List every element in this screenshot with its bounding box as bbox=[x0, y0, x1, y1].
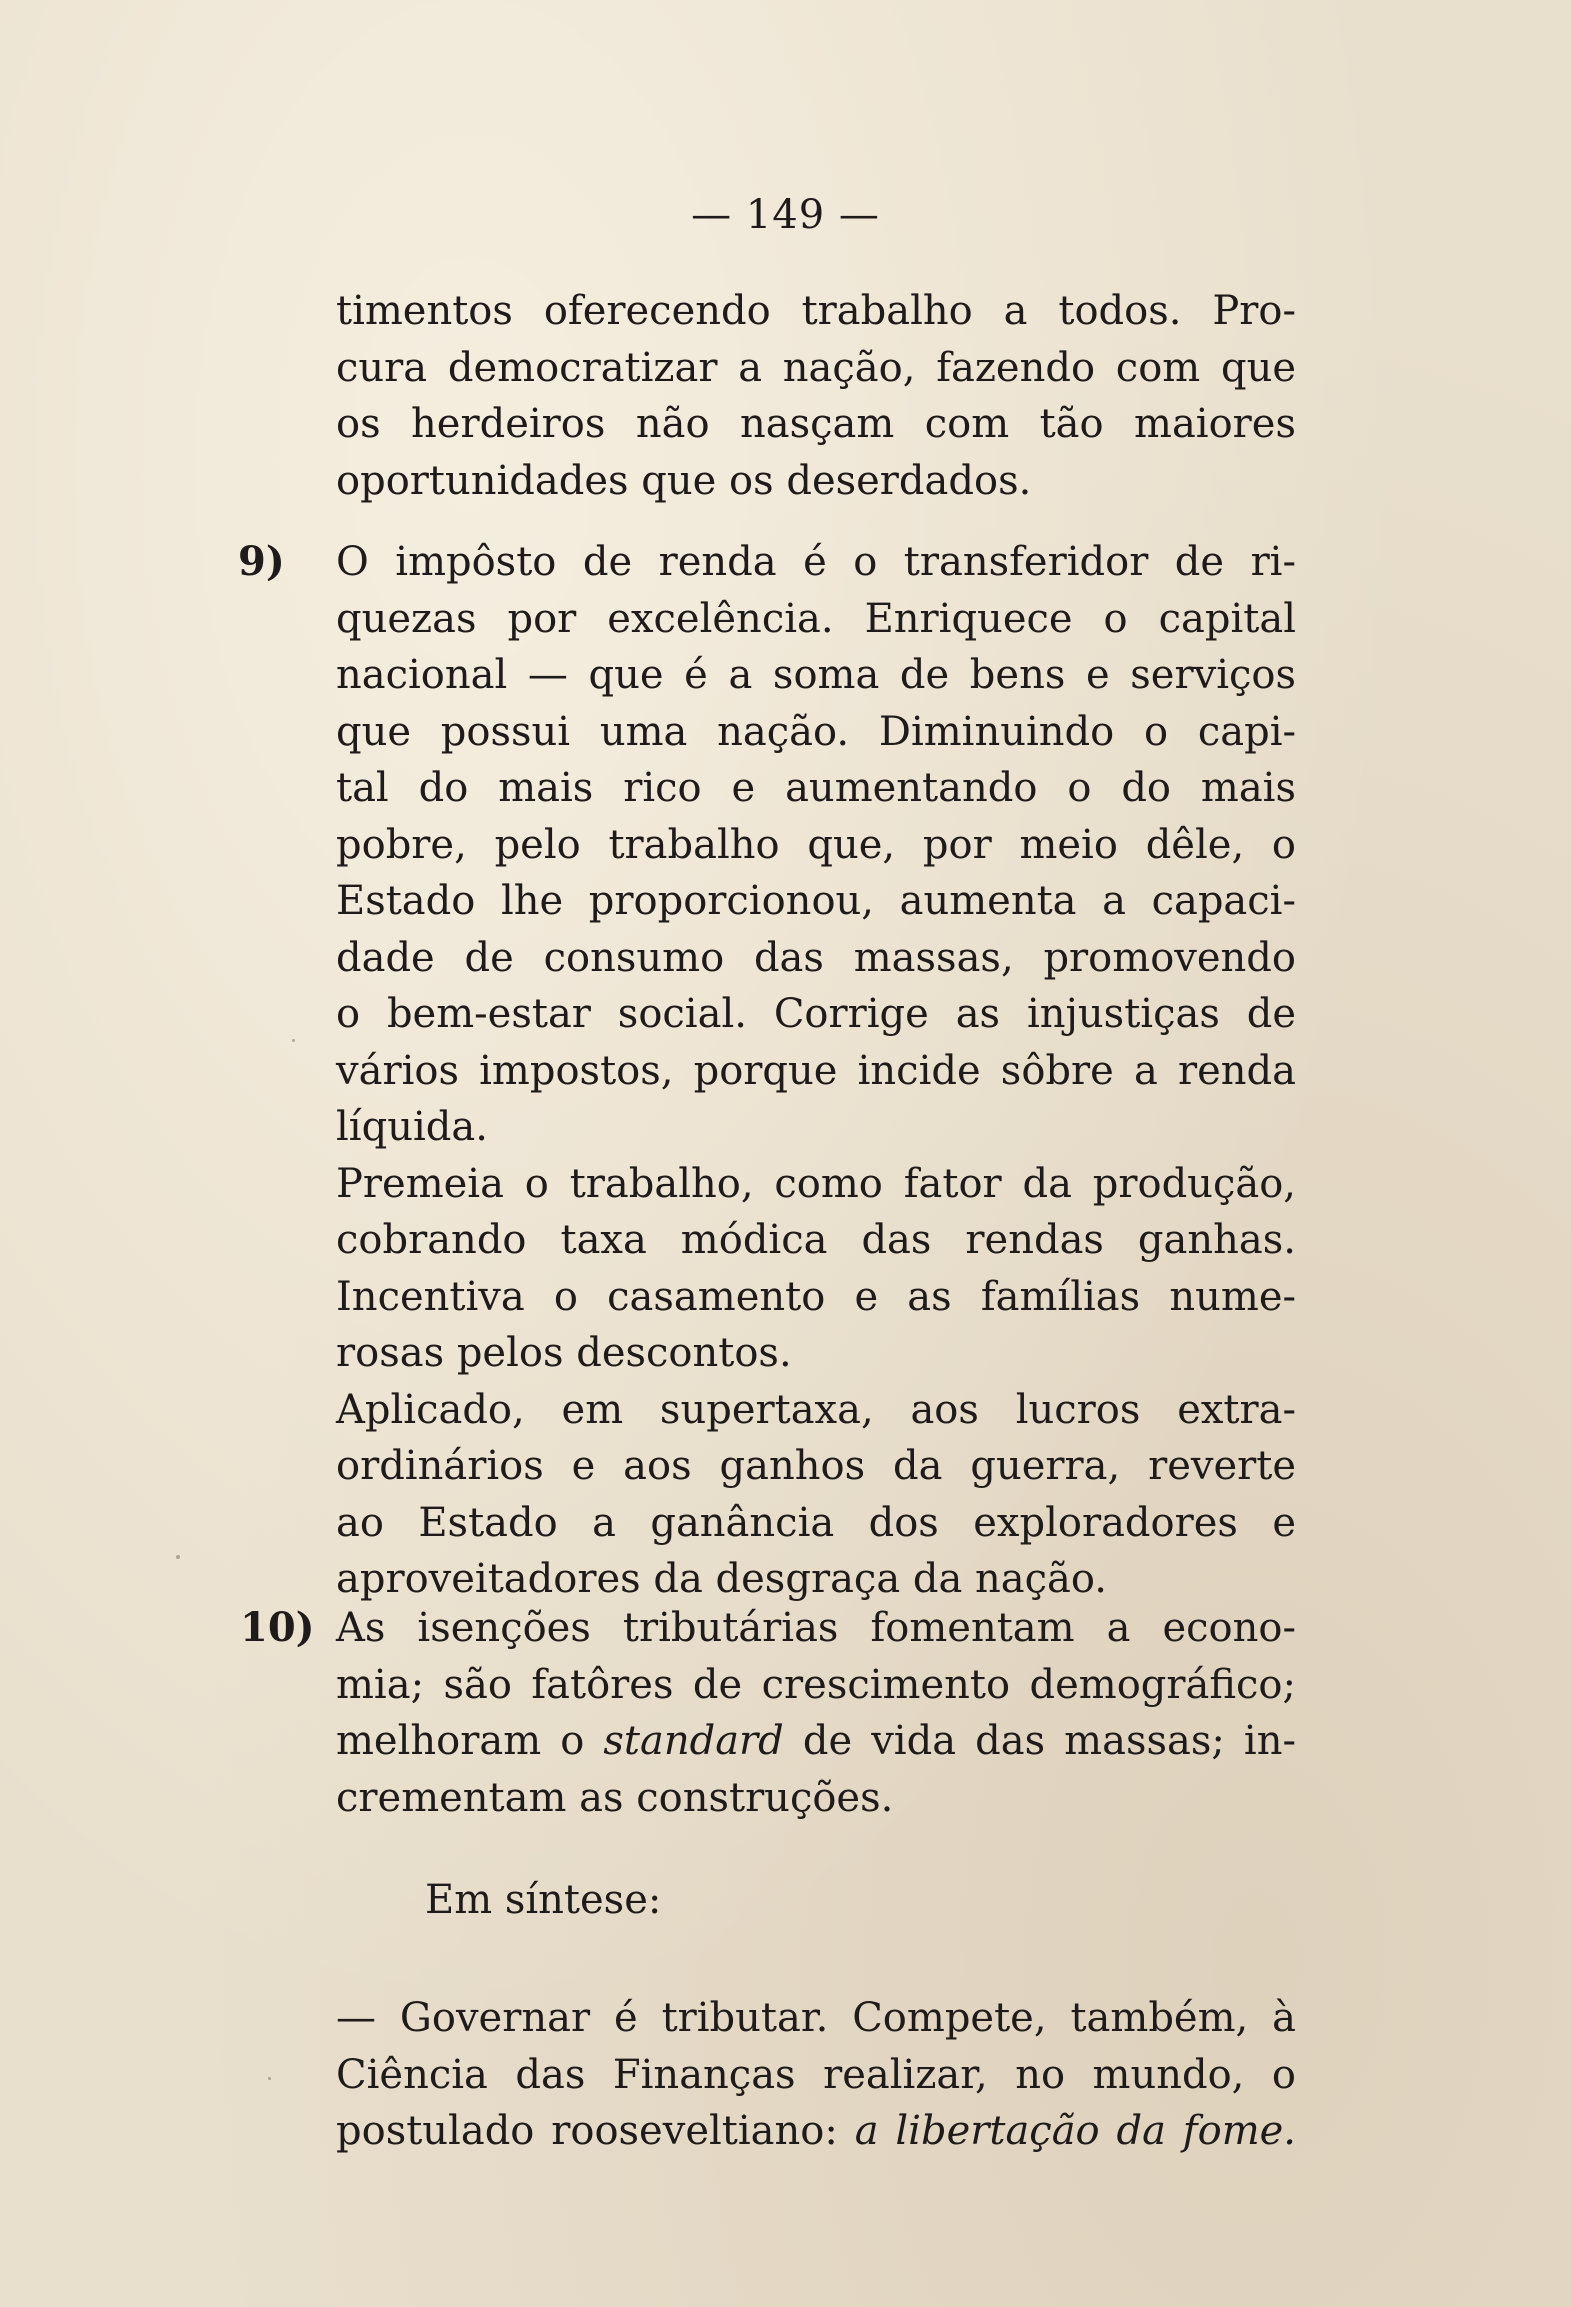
text-line: timentos oferecendo trabalho a todos. Pro- bbox=[336, 288, 1296, 334]
text-line: os herdeiros não nasçam com tão maiores bbox=[336, 401, 1296, 447]
text-line: nacional — que é a soma de bens e serviços bbox=[336, 652, 1296, 698]
intro-paragraph bbox=[336, 283, 1296, 509]
page-number: — 149 — bbox=[691, 192, 880, 238]
text-segment: melhoram o bbox=[336, 1718, 604, 1764]
item-number-10: 10) bbox=[240, 1604, 315, 1651]
text-line bbox=[336, 1713, 1296, 1770]
text-line: dade de consumo das massas, promovendo bbox=[336, 934, 1296, 981]
text-line: que possui uma nação. Diminuindo o capi- bbox=[336, 708, 1296, 755]
item-number-9: 9) bbox=[238, 538, 285, 585]
text-line: oportunidades que os deserdados. bbox=[336, 457, 1032, 504]
text-line: pobre, pelo trabalho que, por meio dêle, o bbox=[336, 821, 1296, 868]
text-line: — Governar é tributar. Compete, também, à bbox=[336, 1995, 1296, 2041]
italic-term: a libertação da fome. bbox=[854, 2108, 1297, 2154]
text-line bbox=[336, 2103, 1296, 2160]
paper-speck bbox=[268, 2077, 271, 2080]
paper-speck bbox=[176, 1555, 180, 1559]
text-line: quezas por excelência. Enriquece o capital bbox=[336, 595, 1296, 642]
text-line: O impôsto de renda é o transferidor de ri- bbox=[336, 539, 1296, 585]
text-line: tal do mais rico e aumentando o do mais bbox=[336, 765, 1296, 811]
item-10-paragraph bbox=[336, 1600, 1296, 1826]
text-line: Ciência das Finanças realizar, no mundo, o bbox=[336, 2051, 1296, 2098]
text-line: ao Estado a ganância dos exploradores e bbox=[336, 1499, 1296, 1546]
text-line: cobrando taxa módica das rendas ganhas. bbox=[336, 1217, 1296, 1263]
text-line: líquida. bbox=[336, 1104, 488, 1150]
summary-heading: Em síntese: bbox=[425, 1877, 662, 1923]
text-line: aproveitadores da desgraça da nação. bbox=[336, 1556, 1107, 1602]
text-line: mia; são fatôres de crescimento demográfico; bbox=[336, 1661, 1296, 1708]
text-line: o bem-estar social. Corrige as injustiças de bbox=[336, 991, 1296, 1037]
text-line: Aplicado, em supertaxa, aos lucros extra- bbox=[336, 1386, 1296, 1433]
text-segment: de vida das massas; in- bbox=[783, 1718, 1296, 1764]
italic-term: standard bbox=[603, 1718, 784, 1764]
item-9-paragraph bbox=[336, 534, 1296, 1608]
text-line: Incentiva o casamento e as famílias nume- bbox=[336, 1273, 1296, 1320]
text-segment: postulado rooseveltiano: bbox=[336, 2108, 855, 2154]
text-line: rosas pelos descontos. bbox=[336, 1330, 792, 1376]
text-line: cura democratizar a nação, fazendo com que bbox=[336, 344, 1296, 391]
text-line: As isenções tributárias fomentam a econo- bbox=[336, 1605, 1296, 1651]
text-line: Estado lhe proporcionou, aumenta a capaci- bbox=[336, 878, 1296, 924]
text-line: ordinários e aos ganhos da guerra, reverte bbox=[336, 1443, 1296, 1489]
text-line: vários impostos, porque incide sôbre a renda bbox=[336, 1047, 1296, 1094]
paper-speck bbox=[292, 1039, 295, 1042]
text-line: Premeia o trabalho, como fator da produção, bbox=[336, 1160, 1296, 1207]
text-line: crementam as construções. bbox=[336, 1774, 894, 1821]
summary-paragraph bbox=[336, 1990, 1296, 2160]
